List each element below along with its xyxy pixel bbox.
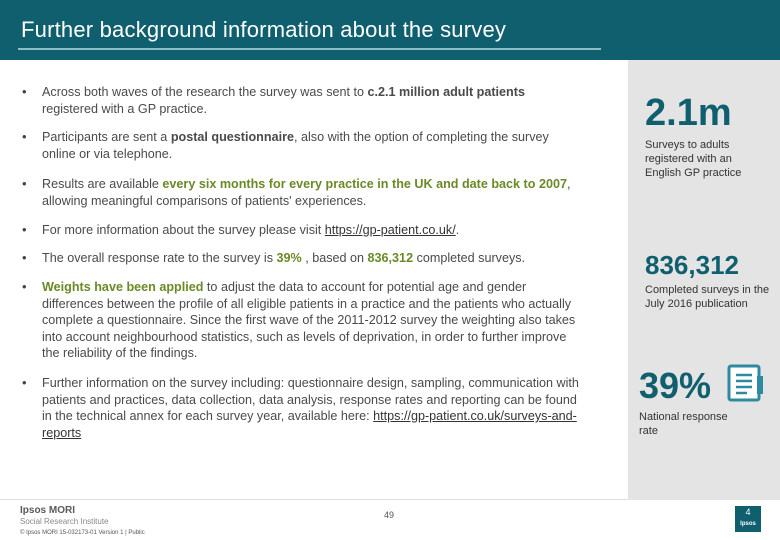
bullet-marker: •: [22, 279, 27, 294]
survey-link[interactable]: https://gp-patient.co.uk/: [324, 223, 456, 237]
ipsos-logo-subtitle: Social Research Institute: [20, 517, 109, 526]
bullet-text-part: , also with the option of completing the survey online or via telephone.: [42, 130, 549, 161]
bullet-marker: •: [22, 250, 27, 265]
bullet-highlight: Weights have been applied: [42, 280, 204, 294]
stat-caption: Completed surveys in the July 2016 publication: [645, 284, 770, 310]
bullet-marker: •: [22, 84, 27, 99]
stat-surveys-sent: [645, 92, 770, 180]
ipsos-badge: [735, 506, 761, 532]
ipsos-logo: Ipsos MORI: [20, 505, 76, 516]
bullet-text-part: registered with a GP practice.: [42, 101, 207, 116]
reports-link[interactable]: https://gp-patient.co.uk/surveys-and-reports: [42, 409, 577, 440]
badge-number: 4: [745, 507, 751, 517]
footer-footnote: © Ipsos MORI 15-032173-01 Version 1 | Public: [20, 530, 145, 536]
bullet-text: [42, 129, 582, 162]
stat-value: 836,312: [645, 250, 739, 280]
stat-caption: Surveys to adults registered with an English GP practice: [645, 139, 742, 179]
stat-response-rate: [639, 365, 728, 438]
bullet-highlight: c.2.1 million adult patients: [367, 85, 525, 99]
bullet-text-part: Further information on the survey including: questionnaire design, sampling, communication with patients and practices, data collection, data analysis, response rates and reporting can be found in the technical annex for each survey year, available here:: [42, 376, 579, 423]
stat-value: 39%: [639, 365, 712, 406]
bullet-text: [42, 375, 582, 441]
bullet-highlight: 836,312: [367, 251, 414, 265]
bullet-text-part: .: [455, 223, 460, 237]
stat-completed: [645, 250, 770, 311]
document-icon: [727, 362, 767, 402]
bullet-text-part: Across both waves of the research the survey was sent to: [42, 85, 368, 99]
stat-caption: National response rate: [639, 411, 728, 437]
bullet-text: [42, 222, 582, 239]
bullet-text-part: to adjust the data to account for potential age and gender differences between the profile of all eligible patients in a practice and the patients who actually complete a questionnaire. Since the first wave of the 2011-2012 survey the weighting also takes into account neighbourhood statistics, such as levels of deprivation, in order to further improve the reliability of the findings.: [42, 280, 576, 360]
bullet-text-part: completed surveys.: [413, 251, 526, 265]
bullet-text: [42, 250, 582, 267]
bullet-marker: •: [22, 129, 27, 144]
bullet-text-part: , based on: [301, 251, 368, 265]
bullet-highlight: postal questionnaire: [170, 130, 294, 144]
bullet-text-part: , allowing meaningful comparisons of patients' experiences.: [42, 177, 571, 208]
bullet-text: [42, 84, 582, 117]
title-underline: [18, 48, 601, 50]
bullet-text: [42, 279, 582, 362]
bullet-marker: •: [22, 375, 27, 390]
header-bar: [0, 0, 780, 60]
bullet-text-part: The overall response rate to the survey is: [42, 251, 277, 265]
page-title: Further background information about the survey: [21, 17, 507, 42]
stat-value: 2.1m: [645, 92, 732, 134]
bullet-text-part: For more information about the survey please visit: [42, 223, 325, 237]
page-number: 49: [384, 510, 395, 520]
bullet-text: [42, 176, 582, 209]
bullet-highlight: 39%: [276, 251, 302, 265]
bullet-marker: •: [22, 222, 27, 237]
footer-divider: [0, 499, 628, 500]
badge-label: Ipsos: [740, 521, 756, 527]
bullet-text-part: Participants are sent a: [42, 130, 171, 144]
bullet-text-part: Results are available: [42, 177, 163, 191]
bullet-marker: •: [22, 176, 27, 191]
bullet-highlight: every six months for every practice in the UK and date back to 2007: [162, 177, 567, 191]
